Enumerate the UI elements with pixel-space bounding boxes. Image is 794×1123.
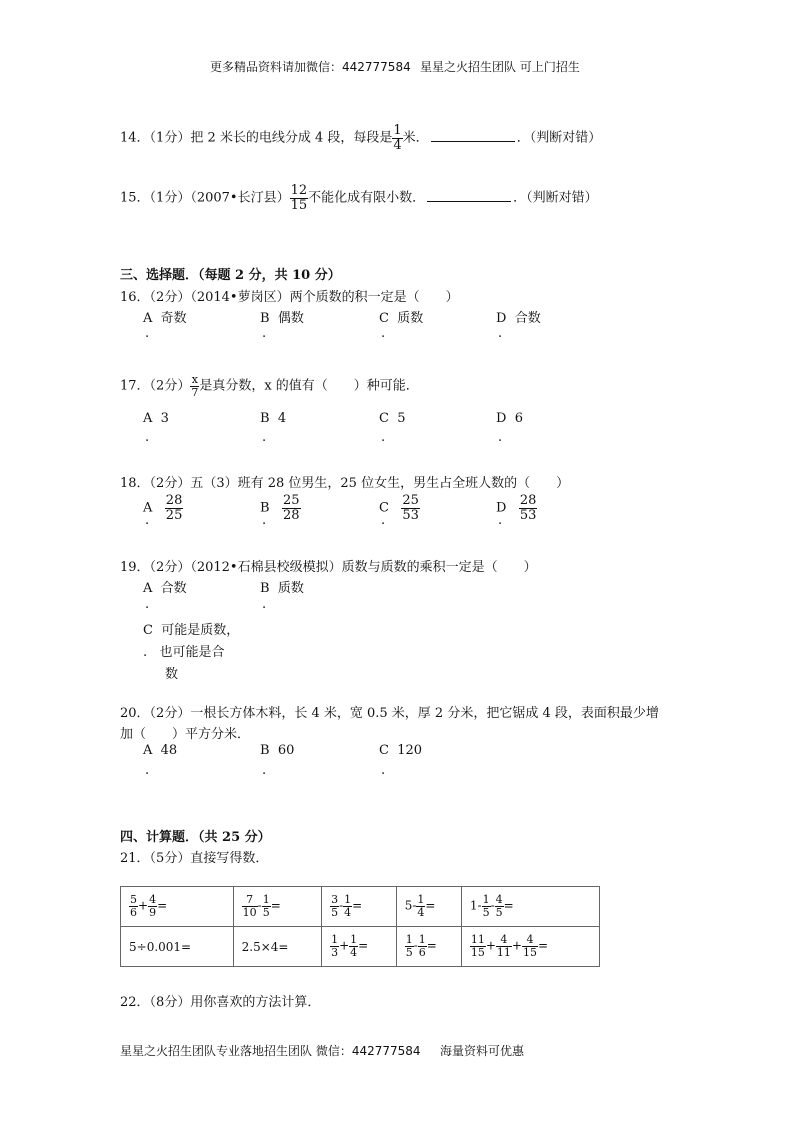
calc-cell[interactable]: $\frac{11}{15}$ + $\frac{4}{11}$ + $\frac{4}{15}$ = bbox=[461, 927, 599, 967]
question-15: 15．（1分）（2007•长汀县） $\frac{12}{15}$ 不能化成有限小数． ．（判断对错） bbox=[120, 183, 598, 213]
question-20-line1: 20．（2分）一根长方体木料，长 4 米，宽 0.5 米，厚 2 分米，把它锯成 4 段，表面积最少增 bbox=[120, 706, 659, 721]
q15-fraction: $\frac{12}{15}$ bbox=[290, 183, 308, 213]
q17-dot-d: . bbox=[498, 430, 503, 445]
table-row bbox=[121, 887, 600, 927]
q18-dot-c: . bbox=[381, 513, 386, 528]
calc-cell[interactable]: $\frac{1}{3}$ + $\frac{1}{4}$ = bbox=[322, 927, 397, 967]
calc-table bbox=[120, 886, 600, 967]
q16-dot-b: . bbox=[262, 326, 267, 341]
q16-option-d[interactable]: D 合数 bbox=[496, 311, 541, 326]
calc-cell[interactable]: $\frac{7}{10}$ - $\frac{1}{5}$ = bbox=[233, 887, 321, 927]
q17-option-a[interactable]: A 3 bbox=[143, 411, 169, 426]
calc-cell[interactable]: $\frac{3}{5}$ - $\frac{1}{4}$ = bbox=[322, 887, 397, 927]
section-4-title: 四、计算题．（共 25 分） bbox=[120, 830, 271, 845]
q16-dot-d: . bbox=[498, 326, 503, 341]
calc-cell[interactable]: $\frac{5}{6}$ + $\frac{4}{9}$ = bbox=[121, 887, 234, 927]
q20-dot-b: . bbox=[262, 763, 267, 778]
header-slogan: 星星之火招生团队 可上门招生 bbox=[420, 60, 580, 74]
q16-option-a[interactable]: A 奇数 bbox=[143, 311, 187, 326]
q17-option-d[interactable]: D 6 bbox=[496, 411, 523, 426]
q19-option-c[interactable]: C 可能是质数， . 也可能是合 数 bbox=[143, 623, 240, 682]
table-row bbox=[121, 927, 600, 967]
q17-dot-c: . bbox=[381, 430, 386, 445]
q16-option-c[interactable]: C 质数 bbox=[379, 311, 424, 326]
q16-dot-c: . bbox=[381, 326, 386, 341]
q20-dot-a: . bbox=[145, 763, 150, 778]
q18-dot-a: . bbox=[145, 513, 150, 528]
q18-dot-b: . bbox=[262, 513, 267, 528]
question-21: 21．（5分）直接写得数． bbox=[120, 851, 269, 866]
header-contact: 更多精品资料请加微信：442777584 bbox=[210, 60, 411, 74]
q14-fraction: $\frac{1}{4}$ bbox=[393, 123, 402, 153]
calc-cell[interactable]: 1- $\frac{1}{5}$ - $\frac{4}{5}$ = bbox=[461, 887, 599, 927]
question-14: 14．（1分）把 2 米长的电线分成 4 段，每段是 $\frac{1}{4}$ 米． ．（判断对错） bbox=[120, 123, 602, 153]
q16-dot-a: . bbox=[145, 326, 150, 341]
q18-option-c[interactable]: C $\frac{25}{53}$ bbox=[379, 493, 419, 523]
q17-option-b[interactable]: B 4 bbox=[260, 411, 287, 426]
q18-option-d[interactable]: D $\frac{28}{53}$ bbox=[496, 493, 537, 523]
q18-dot-d: . bbox=[498, 513, 503, 528]
footer-contact: 星星之火招生团队专业落地招生团队 微信：442777584 bbox=[120, 1044, 421, 1058]
q14-prefix: 14．（1分）把 2 米长的电线分成 4 段，每段是 bbox=[120, 130, 393, 146]
q19-option-a[interactable]: A 合数 bbox=[143, 581, 187, 596]
q17-dot-b: . bbox=[262, 430, 267, 445]
calc-cell[interactable]: 5÷0.001= bbox=[121, 927, 234, 967]
q20-option-c[interactable]: C 120 bbox=[379, 743, 423, 758]
q20-option-a[interactable]: A 48 bbox=[143, 743, 178, 758]
section-3-title: 三、选择题．（每题 2 分，共 10 分） bbox=[120, 268, 341, 283]
q19-option-b[interactable]: B 质数 bbox=[260, 581, 304, 596]
q14-answer-blank[interactable] bbox=[431, 129, 515, 142]
q19-dot-b: . bbox=[262, 597, 267, 612]
q15-prefix: 15．（1分）（2007•长汀县） bbox=[120, 190, 290, 206]
calc-cell[interactable]: $\frac{1}{5}$ - $\frac{1}{6}$ = bbox=[396, 927, 461, 967]
footer-promo: 海量资料可优惠 bbox=[440, 1044, 525, 1058]
question-19: 19．（2分）（2012•石棉县校级模拟）质数与质数的乘积一定是（ ） bbox=[120, 560, 537, 575]
q20-option-b[interactable]: B 60 bbox=[260, 743, 295, 758]
q16-option-b[interactable]: B 偶数 bbox=[260, 311, 304, 326]
question-20-line2: 加（ ）平方分米． bbox=[120, 727, 251, 742]
question-16: 16．（2分）（2014•萝岗区）两个质数的积一定是（ ） bbox=[120, 290, 459, 305]
calc-cell[interactable]: 5- $\frac{1}{4}$ = bbox=[396, 887, 461, 927]
q17-dot-a: . bbox=[145, 430, 150, 445]
q17-option-c[interactable]: C 5 bbox=[379, 411, 406, 426]
question-18: 18．（2分）五（3）班有 28 位男生，25 位女生，男生占全班人数的（ ） bbox=[120, 476, 570, 491]
q17-fraction: $\frac{x}{7}$ bbox=[191, 373, 199, 399]
q18-option-b[interactable]: B $\frac{25}{28}$ bbox=[260, 493, 300, 523]
q20-dot-c: . bbox=[381, 763, 386, 778]
q15-answer-blank[interactable] bbox=[427, 189, 511, 202]
q19-dot-a: . bbox=[145, 597, 150, 612]
calc-cell[interactable]: 2.5×4= bbox=[233, 927, 321, 967]
question-17: 17．（2分） $\frac{x}{7}$ 是真分数，x 的值有（ ）种可能． bbox=[120, 373, 419, 399]
question-22: 22．（8分）用你喜欢的方法计算． bbox=[120, 995, 321, 1010]
q18-option-a[interactable]: A $\frac{28}{25}$ bbox=[143, 493, 183, 523]
